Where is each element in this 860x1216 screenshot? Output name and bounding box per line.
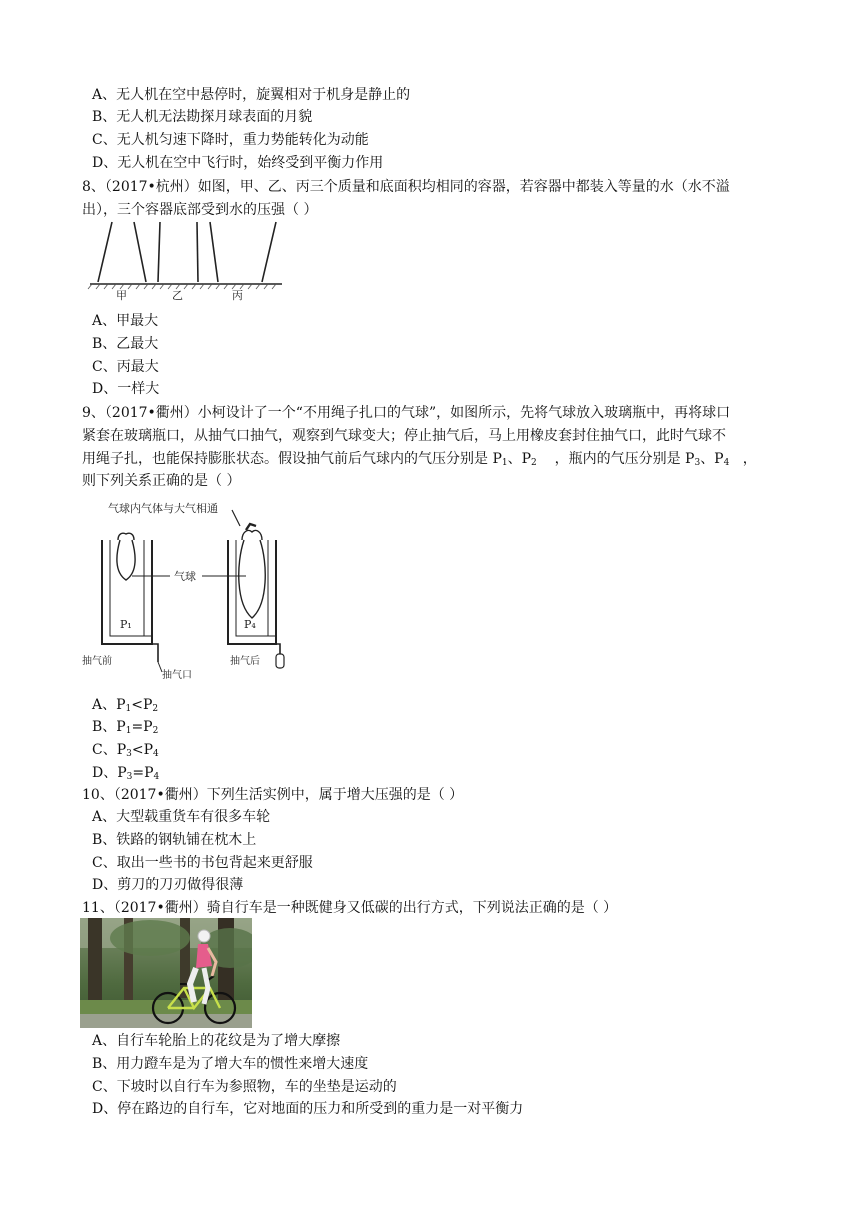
- q9-balloon-bottle-figure: [80, 494, 290, 686]
- q11-stem: 11、（2017•衢州）骑自行车是一种既健身又低碳的出行方式，下列说法正确的是（ ）: [82, 900, 618, 916]
- q9-stem-line4: 则下列关系正确的是（ ）: [82, 473, 241, 489]
- q10-option-b: B、铁路的钢轨铺在枕木上: [92, 832, 257, 848]
- q11-option-c: C、下坡时以自行车为参照物，车的坐垫是运动的: [92, 1079, 397, 1095]
- q9-after-label: 抽气后: [230, 656, 260, 667]
- q8-label-yi: 乙: [172, 289, 183, 302]
- q9-port-label: 抽气口: [162, 670, 192, 681]
- q9-option-a: A、$P_1<P_2$: [92, 697, 159, 714]
- q8-option-c: C、丙最大: [92, 359, 159, 375]
- q9-option-d: D、$P_3=P_4$: [92, 765, 160, 782]
- q10-option-d: D、剪刀的刀刃做得很薄: [92, 877, 244, 893]
- q8-option-b: B、乙最大: [92, 336, 159, 352]
- q9-balloon-label: 气球: [174, 570, 196, 583]
- q8-stem-line1: 8、（2017•杭州）如图，甲、乙、丙三个质量和底面积均相同的容器，若容器中都装入等量的水（水不溢: [82, 179, 730, 195]
- q10-option-c: C、取出一些书的书包背起来更舒服: [92, 855, 313, 871]
- q9-stem-line2: 紧套在玻璃瓶口，从抽气口抽气，观察到气球变大；停止抽气后，马上用橡皮套封住抽气口，此时气球不: [82, 428, 726, 444]
- q9-p4-label: P₄: [244, 618, 256, 631]
- q9-before-label: 抽气前: [82, 656, 112, 667]
- q7-option-a: A、无人机在空中悬停时，旋翼相对于机身是静止的: [92, 87, 411, 103]
- q9-stem-line3: 用绳子扎，也能保持膨胀状态。假设抽气前后气球内的气压分别是 $P_1$、$P_2$ ，瓶内的气压分别是 $P_3$、$P_4$ ，: [82, 451, 757, 468]
- q9-stem-line1: 9、（2017•衢州）小柯设计了一个“不用绳子扎口的气球”，如图所示，先将气球放入玻璃瓶中，再将球口: [82, 405, 731, 421]
- q11-option-d: D、停在路边的自行车，它对地面的压力和所受到的重力是一对平衡力: [92, 1101, 524, 1117]
- q11-option-a: A、自行车轮胎上的花纹是为了增大摩擦: [92, 1033, 341, 1049]
- q7-option-b: B、无人机无法勘探月球表面的月貌: [92, 109, 313, 125]
- q10-stem: 10、（2017•衢州）下列生活实例中，属于增大压强的是（ ）: [82, 787, 464, 803]
- q9-p1-label: P₁: [120, 618, 132, 631]
- q11-option-b: B、用力蹬车是为了增大车的惯性来增大速度: [92, 1056, 369, 1072]
- q8-label-jia: 甲: [116, 289, 127, 302]
- q11-cyclist-photo: [80, 918, 252, 1028]
- q8-option-a: A、甲最大: [92, 313, 159, 329]
- q9-top-note: 气球内气体与大气相通: [108, 502, 218, 515]
- q7-option-c: C、无人机匀速下降时，重力势能转化为动能: [92, 132, 369, 148]
- q8-label-bing: 丙: [232, 289, 243, 302]
- q8-stem-line2: 出），三个容器底部受到水的压强（ ）: [82, 202, 318, 218]
- q8-containers-figure: [86, 220, 286, 302]
- q9-option-b: B、$P_1=P_2$: [92, 719, 159, 736]
- q9-option-c: C、$P_3<P_4$: [92, 742, 159, 759]
- q7-option-d: D、无人机在空中飞行时，始终受到平衡力作用: [92, 155, 384, 171]
- q8-option-d: D、一样大: [92, 381, 160, 397]
- q10-option-a: A、大型载重货车有很多车轮: [92, 809, 271, 825]
